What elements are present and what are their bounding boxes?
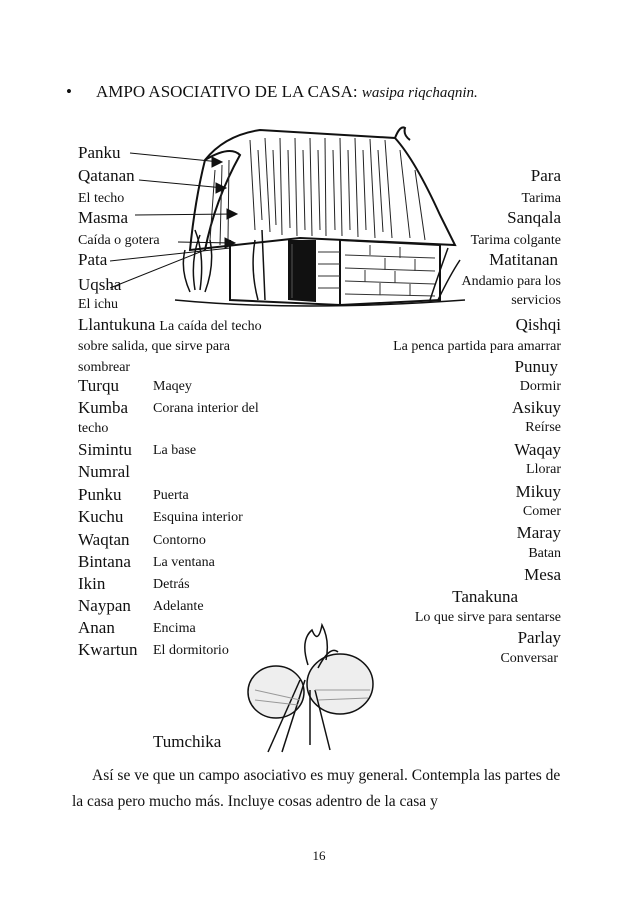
heading-subtitle: wasipa riqchaqnin. — [361, 85, 478, 101]
term-llantukuna: Llantukuna — [78, 315, 156, 334]
def-andamio: Andamio para los — [461, 274, 561, 289]
term-masma: Masma — [78, 208, 129, 227]
def-llorar: Llorar — [526, 462, 561, 477]
term-kuchu: Kuchu — [78, 507, 124, 526]
def-kumba: Corana interior del — [153, 401, 259, 416]
def-el-techo: El techo — [78, 191, 125, 206]
def-llantukuna-2: sobre salida, que sirve para — [78, 339, 230, 354]
heading-title: AMPO ASOCIATIVO DE LA CASA: — [96, 82, 358, 101]
term-tanakuna: Tanakuna — [452, 587, 518, 606]
def-servicios: servicios — [511, 293, 561, 308]
term-waqtan: Waqtan — [78, 530, 130, 549]
def-sentarse: Lo que sirve para sentarse — [414, 610, 561, 625]
term-pata: Pata — [78, 250, 108, 269]
def-kuchu: Esquina interior — [153, 510, 243, 525]
def-kwartun: El dormitorio — [153, 643, 229, 658]
def-ikin: Detrás — [153, 577, 190, 592]
term-mesa: Mesa — [524, 565, 561, 584]
def-dormir: Dormir — [519, 379, 561, 394]
term-numral: Numral — [78, 462, 130, 481]
term-tumchika: Tumchika — [153, 732, 222, 751]
def-el-ichu: El ichu — [78, 297, 119, 312]
term-parlay: Parlay — [517, 628, 561, 647]
term-panku: Panku — [78, 143, 121, 162]
term-mikuy: Mikuy — [515, 482, 561, 501]
def-penca: La penca partida para amarrar — [393, 339, 561, 354]
def-tarima-colgante: Tarima colgante — [470, 233, 561, 248]
def-llantukuna: La caída del techo — [159, 319, 262, 334]
def-tarima: Tarima — [521, 191, 561, 206]
term-para: Para — [530, 166, 561, 185]
term-sanqala: Sanqala — [507, 208, 561, 227]
def-naypan: Adelante — [153, 599, 204, 614]
def-punku: Puerta — [153, 488, 189, 503]
term-asikuy: Asikuy — [511, 398, 561, 417]
def-conversar: Conversar — [500, 651, 558, 666]
def-batan: Batan — [528, 546, 561, 561]
def-caida: Caída o gotera — [78, 233, 160, 248]
term-maray: Maray — [516, 523, 561, 542]
term-qatanan: Qatanan — [78, 166, 135, 185]
term-kwartun: Kwartun — [78, 640, 138, 659]
term-qishqi: Qishqi — [515, 315, 561, 334]
def-kumba-2: techo — [78, 421, 109, 436]
term-punuy: Punuy — [514, 357, 558, 376]
term-punku: Punku — [78, 485, 122, 504]
bullet: • — [66, 82, 72, 101]
term-kumba: Kumba — [78, 398, 129, 417]
entry-llantukuna — [78, 315, 262, 336]
def-comer: Comer — [522, 504, 561, 519]
term-bintana: Bintana — [78, 552, 131, 571]
term-matitanan: Matitanan — [489, 250, 558, 269]
def-waqtan: Contorno — [153, 533, 206, 548]
body-paragraph: Así se ve que un campo asociativo es muy general. Contempla las partes de la casa pero mucho más. Incluye cosas adentro de la casa y — [72, 767, 561, 810]
term-anan: Anan — [78, 618, 115, 637]
term-uqsha: Uqsha — [78, 275, 122, 294]
term-ikin: Ikin — [78, 574, 106, 593]
def-anan: Encima — [153, 621, 196, 636]
def-bintana: La ventana — [153, 555, 215, 570]
def-simintu: La base — [153, 443, 197, 458]
page-number: 16 — [312, 848, 326, 863]
term-waqay: Waqay — [514, 440, 561, 459]
def-turqu: Maqey — [153, 379, 192, 394]
term-turqu: Turqu — [78, 376, 119, 395]
def-reirse: Reírse — [525, 420, 561, 435]
term-simintu: Simintu — [78, 440, 132, 459]
def-llantukuna-3: sombrear — [78, 360, 131, 375]
term-naypan: Naypan — [78, 596, 131, 615]
